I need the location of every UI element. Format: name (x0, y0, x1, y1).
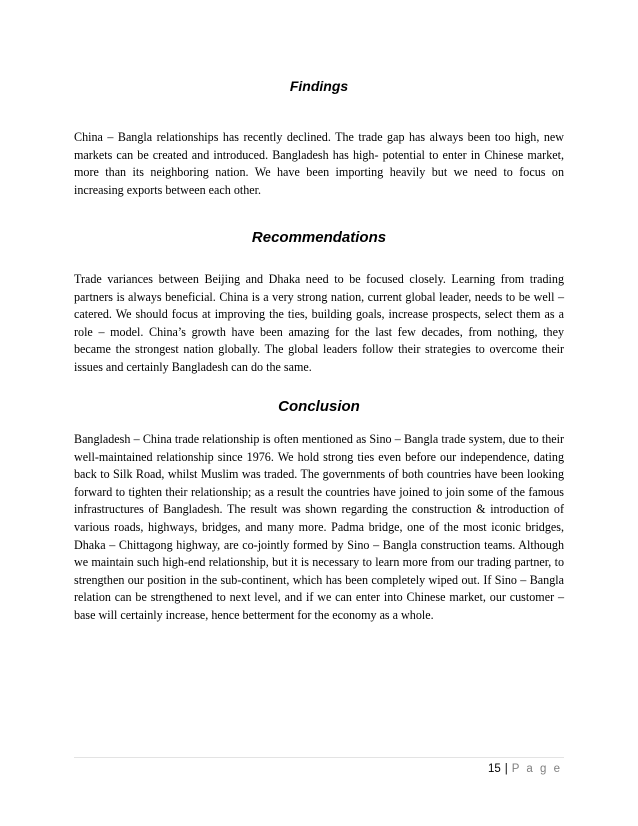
conclusion-paragraph: Bangladesh – China trade relationship is often mentioned as Sino – Bangla trade system, due to their well-maintained relationship since 1976. We hold strong ties even before our independence, dating back to Silk Road, whilst Muslim was traded. The governments of both countries have been looking forward to tighten their relationship; as a result the countries have joined to join some of the famous infrastructures of Bangladesh. The result was shown regarding the construction & introduction of various roads, highways, bridges, and many more. Padma bridge, one of the most iconic bridges, Dhaka – Chittagong highway, are co-jointly formed by Sino – Bangla construction teams. Although we maintain such high-end relationship, but it is necessary to learn more from our trading partner, to strengthen our position in the sub-continent, which has been completely wiped out. If Sino – Bangla relation can be strengthened to next level, and if we can enter into Chinese market, our customer – base will certainly increase, hence betterment for the economy as a whole. (74, 432, 564, 622)
findings-paragraph: China – Bangla relationships has recently declined. The trade gap has always been too high, new markets can be created and introduced. Bangladesh has high- potential to enter in Chinese market, more than its neighboring nation. We have been importing heavily but we need to focus on increasing exports between each other. (74, 130, 564, 197)
footer-separator: | (504, 763, 508, 775)
page-number: 15 (487, 763, 501, 775)
recommendations-heading: Recommendations (251, 229, 387, 246)
recommendations-paragraph: Trade variances between Beijing and Dhaka need to be focused closely. Learning from trading partners is always beneficial. China is a very strong nation, current global leader, needs to be well – catered. We should focus at improving the ties, building goals, increase prospects, select them as a role – model. China’s growth have been amazing for the last few decades, from nothing, they became the strongest nation globally. The global leaders follow their strategies to overcome their issues and certainly Bangladesh can do the same. (74, 272, 564, 374)
page-label: P a g e (511, 763, 562, 775)
conclusion-heading: Conclusion (278, 398, 360, 415)
findings-heading: Findings (289, 78, 349, 94)
footer-divider (74, 757, 564, 758)
page-footer (488, 762, 562, 776)
